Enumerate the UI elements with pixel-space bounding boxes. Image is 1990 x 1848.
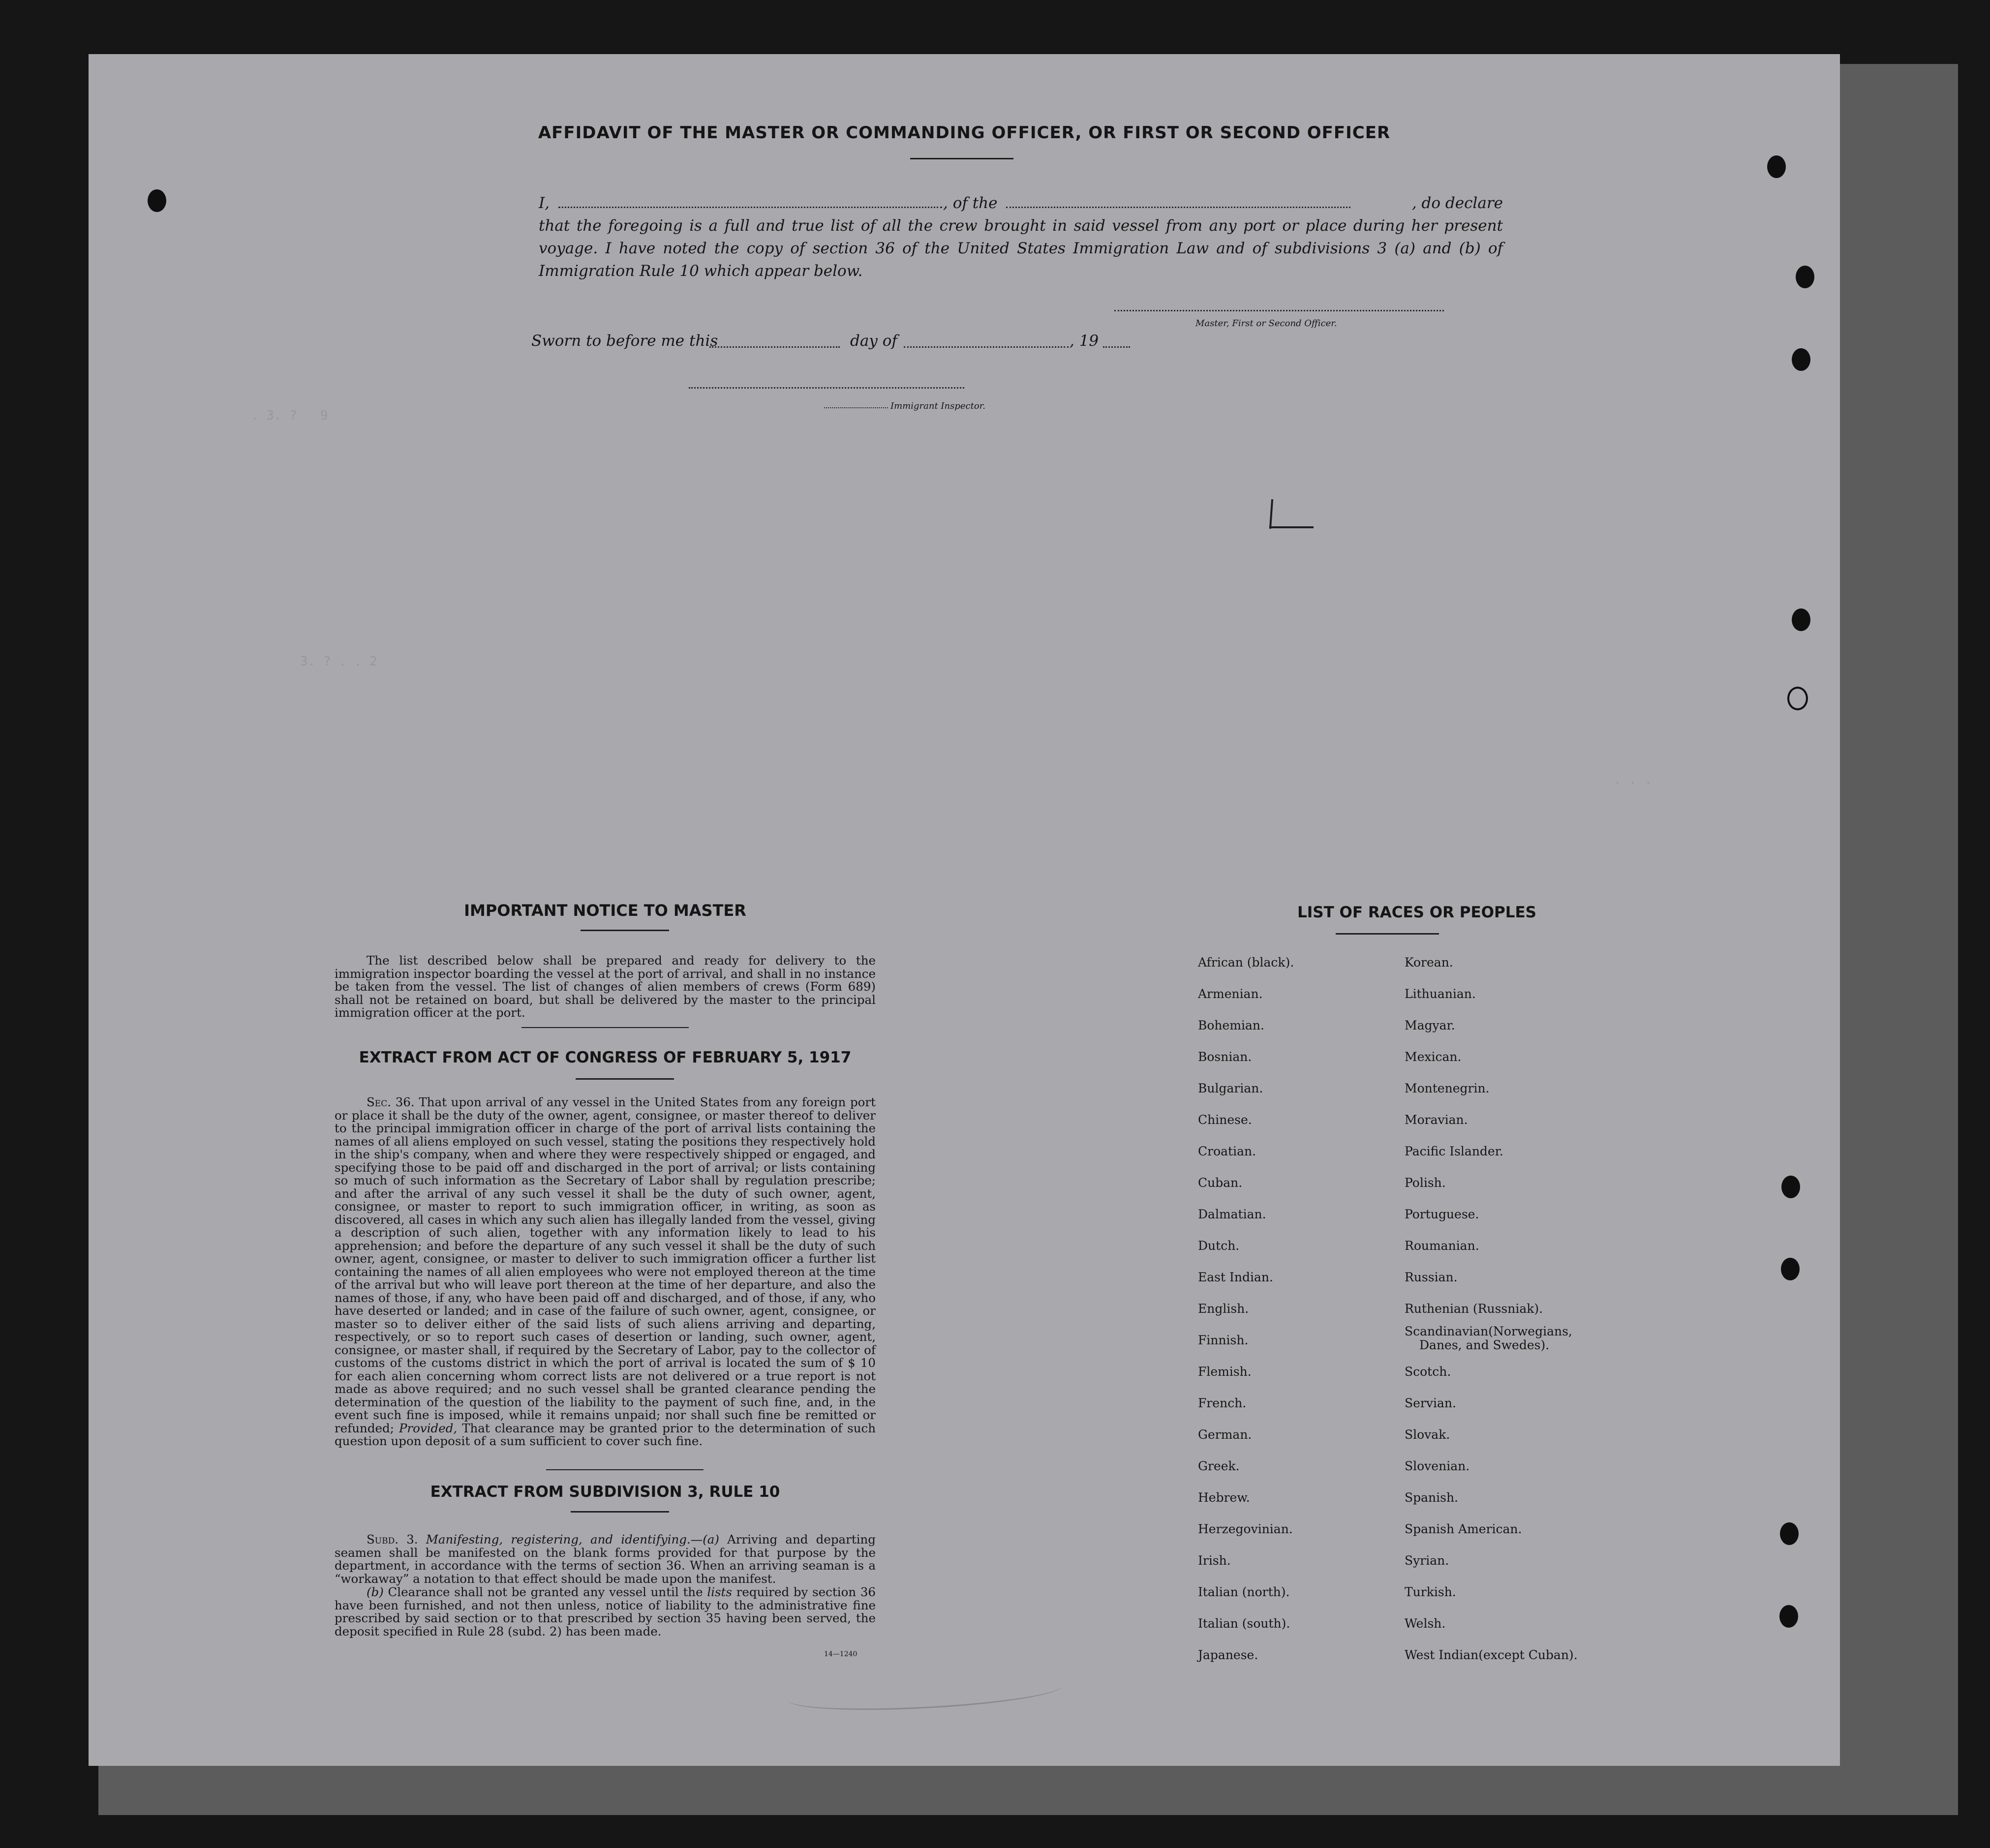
race-item: Pacific Islander. [1405,1144,1503,1158]
rule-extract-para-a [335,1533,876,1585]
race-item: Bohemian. [1198,1018,1264,1032]
affidavit-title: AFFIDAVIT OF THE MASTER OR COMMANDING OFFICER, OR FIRST OR SECOND OFFICER [538,123,1391,143]
bleed-through-text: 3. ? . . 2 [300,654,377,669]
year-label: , 19 [1070,332,1099,350]
act-extract-title: EXTRACT FROM ACT OF CONGRESS OF FEBRUARY 5, 1917 [359,1049,852,1066]
day-of-label: day of [850,332,897,350]
affidavit-i-label: I, [539,194,550,212]
subd-heading: Manifesting, registering, and identifying.—(a) [426,1532,719,1546]
rule-extract-divider [571,1511,669,1513]
inspector-caption-leader [824,407,888,408]
race-item: Cuban. [1198,1176,1243,1190]
race-item: Syrian. [1405,1553,1449,1568]
master-name-field[interactable] [558,207,942,208]
race-item: Italian (south). [1198,1616,1290,1631]
title-divider [910,158,1013,159]
race-item: Servian. [1405,1396,1456,1410]
act-extract-body [335,1096,876,1448]
notice-title: IMPORTANT NOTICE TO MASTER [464,901,746,920]
punch-hole [1781,1176,1800,1198]
officer-signature-line[interactable] [1114,310,1444,311]
race-item: Scandinavian(Norwegians, [1405,1324,1572,1338]
race-item: German. [1198,1427,1252,1442]
race-item: Scotch. [1405,1364,1451,1379]
punch-hole [1780,1522,1799,1545]
bleed-through-text: . . . [1614,772,1653,787]
rule-extract-para-b [335,1586,876,1638]
races-title: LIST OF RACES OR PEOPLES [1297,904,1537,921]
act-extract-divider [576,1078,674,1080]
punch-hole [148,189,166,212]
race-item: Italian (north). [1198,1585,1290,1599]
punch-hole [1781,1258,1800,1280]
sworn-label: Sworn to before me this [531,332,718,350]
document-page [89,54,1840,1766]
para-b-text-1: Clearance shall not be granted any vessel until the [388,1585,703,1599]
lists-word: lists [707,1585,732,1599]
notice-body: The list described below shall be prepared and ready for delivery to the immigration inspector boarding the vessel at the port of arrival, and shall in no instance be taken from the vessel. The list of changes of alien members of crews (Form 689) shall not be retained on board, but shall be delivered by the master to the principal immigration officer at the port. [335,953,876,1020]
race-item: Chinese. [1198,1113,1252,1127]
race-item: Irish. [1198,1553,1231,1568]
do-declare-label: , do declare [1411,194,1503,212]
race-item: Bosnian. [1198,1050,1252,1064]
race-item: Croatian. [1198,1144,1256,1158]
punch-hole [1792,348,1810,371]
affidavit-body: that the foregoing is a full and true list of all the crew brought in said vessel from any port or place during her present voyage. I have noted the copy of section 36 of the United States Immigration Law and of subdivisions 3 (a) and (b) of Immigration Rule 10 which appear below. [539,217,1503,280]
provided-text: That clearance may be granted prior to the determination of such question upon deposit of a sum sufficient to cover such fine. [335,1421,876,1448]
punch-hole [1767,155,1786,178]
punch-hole [1792,608,1810,631]
section-text: That upon arrival of any vessel in the United States from any foreign port or place it shall be the duty of the owner, agent, consignee, or master thereof to deliver to the principal immigration officer in charge of the port of arrival lists containing the names of all aliens employed on such vessel, stating the positions they respectively hold in the ship's company, when and where they were respectively shipped or engaged, and specifying those to be paid off and discharged in the port of arrival; or lists containing so much of such information as the Secretary of Labor shall by regulation prescribe; and after the arrival of any such vessel it shall be the duty of such owner, agent, consignee, or master to report to such immigration officer, in writing, as soon as discovered, all cases in which any such alien has illegally landed from the vessel, giving a description of such alien, together with any information likely to lead to his apprehension; and before the departure of any such vessel it shall be the duty of such owner, agent, consignee, or master to deliver to such immigration officer a further list containing the names of all alien employees who were not employed thereon at the time of the arrival but who will leave port thereon at the time of her departure, and also the names of those, if any, who have been paid off and discharged, and of those, if any, who have deserted or landed; and in case of the failure of such owner, agent, consignee, or master so to deliver either of the said lists of such aliens arriving and departing, respectively, or so to report such cases of desertion or landing, such owner, agent, consignee, or master shall, if required by the Secretary of Labor, pay to the collector of customs of the customs district in which the port of arrival is located the sum of $ 10 for each alien concerning whom correct lists are not delivered or a true report is not made as above required; and no such vessel shall be granted clearance pending the determination of the question of the liability to the payment of such fine, and, in the event such fine is imposed, while it remains unpaid; nor shall such fine be remitted or refunded; [335,1095,876,1435]
provided-label: Provided, [398,1421,458,1435]
race-item: Spanish American. [1405,1522,1522,1536]
race-item: Ruthenian (Russniak). [1405,1302,1543,1316]
race-item: Mexican. [1405,1050,1462,1064]
race-item: Welsh. [1405,1616,1446,1631]
races-divider [1336,933,1439,935]
race-item: Dutch. [1198,1239,1240,1253]
race-item: Armenian. [1198,987,1263,1001]
form-number: 14—1240 [824,1650,857,1658]
race-item: Danes, and Swedes). [1419,1338,1550,1352]
inspector-signature-line[interactable] [689,387,964,389]
race-item: Herzegovinian. [1198,1522,1293,1536]
race-item: Turkish. [1405,1585,1456,1599]
race-item: Magyar. [1405,1018,1455,1032]
of-the-label: , of the [943,194,998,212]
race-item: East Indian. [1198,1270,1273,1284]
vessel-name-field[interactable] [1006,207,1350,208]
ink-scribble [787,1670,1064,1715]
race-item: Spanish. [1405,1490,1459,1505]
punch-hole [1787,687,1808,710]
race-item: Japanese. [1198,1648,1258,1662]
sworn-day-field[interactable] [709,346,840,348]
race-item: African (black). [1198,955,1294,969]
para-a-text: Arriving and departing seamen shall be manifested on the blank forms provided for that purpose by the department, in accordance with the terms of section 36. When an arriving seaman is a “workaway” a notation to that effect should be made upon the manifest. [335,1532,876,1586]
race-item: Korean. [1405,955,1453,969]
race-item: Montenegrin. [1405,1081,1490,1095]
race-item: Flemish. [1198,1364,1252,1379]
race-item: Moravian. [1405,1113,1468,1127]
race-item: Portuguese. [1405,1207,1479,1221]
race-item: Dalmatian. [1198,1207,1266,1221]
rule-extract-title: EXTRACT FROM SUBDIVISION 3, RULE 10 [430,1483,780,1501]
sworn-line [531,332,718,350]
bleed-through-text: . 3. ? 9 [251,408,328,423]
para-b-label: (b) [367,1585,384,1599]
sworn-year-field[interactable] [1103,346,1130,348]
race-item: Greek. [1198,1459,1240,1473]
subd-label: Subd. 3. [367,1532,418,1546]
officer-signature-caption: Master, First or Second Officer. [1195,318,1337,329]
race-item: Lithuanian. [1405,987,1476,1001]
check-mark [1269,499,1273,529]
race-item: Bulgarian. [1198,1081,1263,1095]
notice-divider [581,930,669,931]
check-mark [1269,526,1314,528]
affidavit-declaration [539,192,1503,339]
sworn-month-field[interactable] [904,346,1069,348]
race-item: Finnish. [1198,1333,1249,1347]
section-label: Sec. 36. [367,1095,415,1109]
punch-hole [1796,266,1814,288]
race-item: Russian. [1405,1270,1458,1284]
race-item: Slovak. [1405,1427,1450,1442]
race-item: English. [1198,1302,1249,1316]
para-b-text-2: required by section 36 have been furnished, and not then unless, notice of liability to the administrative fine prescribed by said section or to that prescribed by section 35 having been served, the deposit specified in Rule 28 (subd. 2) has been made. [335,1585,876,1638]
race-item: Polish. [1405,1176,1446,1190]
race-item: West Indian(except Cuban). [1405,1648,1578,1662]
notice-separator [521,1027,689,1028]
inspector-signature-caption: Immigrant Inspector. [890,401,986,411]
punch-hole [1779,1605,1798,1628]
act-extract-separator [546,1469,704,1470]
race-item: Hebrew. [1198,1490,1250,1505]
race-item: Roumanian. [1405,1239,1479,1253]
race-item: Slovenian. [1405,1459,1470,1473]
race-item: French. [1198,1396,1247,1410]
